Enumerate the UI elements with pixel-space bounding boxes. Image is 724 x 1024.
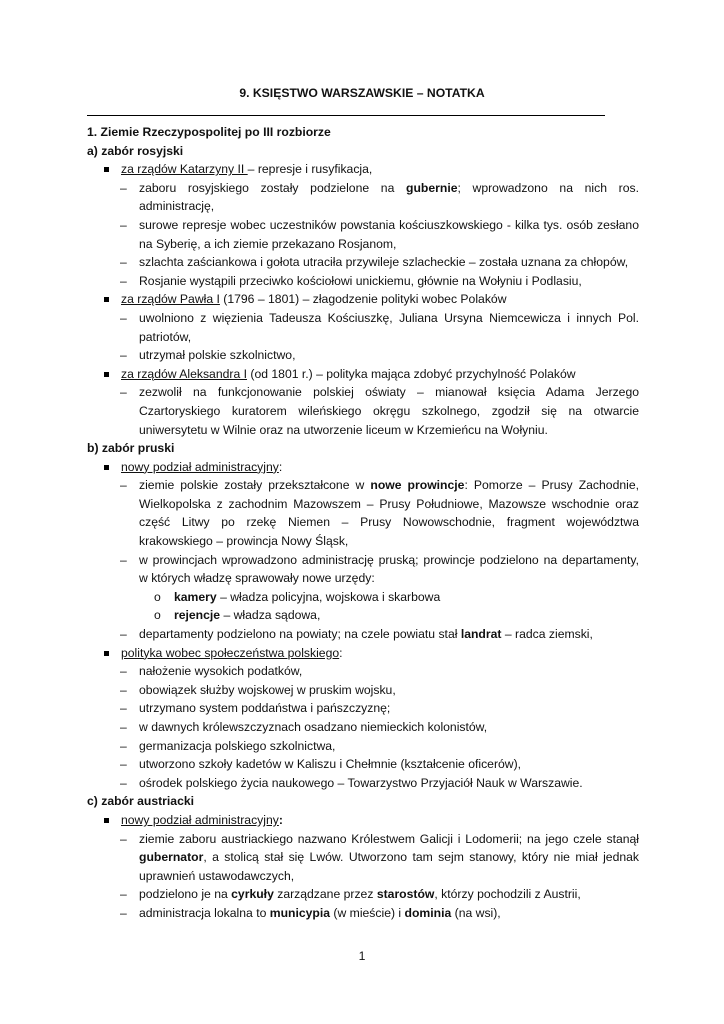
item-text: – radca ziemski, <box>501 627 593 642</box>
item-text: w dawnych królewszczyznach osadzano niemieckich kolonistów, <box>139 720 488 734</box>
square-bullet-icon <box>104 297 109 302</box>
section-heading: 1. Ziemie Rzeczypospolitej po III rozbiorze <box>87 125 331 139</box>
item-bold-text: starostów <box>376 887 435 902</box>
dash-icon: – <box>120 552 127 567</box>
bullet-item <box>87 290 639 309</box>
square-bullet-icon <box>104 651 109 656</box>
item-text: – władza sądowa, <box>220 608 321 623</box>
item-text: , którzy pochodzili z Austrii, <box>434 887 581 902</box>
subsection-heading-b: b) zabór pruski <box>87 441 175 456</box>
item-text: nałożenie wysokich podatków, <box>139 664 303 679</box>
dash-item <box>87 309 639 346</box>
bullet-item <box>87 644 639 663</box>
dash-item <box>87 551 639 588</box>
item-text: obowiązek służby wojskowej w pruskim wojsku, <box>139 682 396 697</box>
dash-icon: – <box>120 217 127 232</box>
subsection-heading-c: c) zabór austriacki <box>87 794 195 809</box>
bullet-item <box>87 458 639 477</box>
item-text: , a stolicą stał się Lwów. Utworzono tam sejm stanowy, który nie miał jednak uprawnień ustawodawczych, <box>139 850 639 883</box>
dash-item <box>87 383 639 439</box>
item-text: utrzymał polskie szkolnictwo, <box>139 348 296 363</box>
dash-item <box>87 830 639 886</box>
item-bold-text: gubernator <box>139 850 204 865</box>
item-text: utworzono szkoły kadetów w Kaliszu i Chełmnie (kształcenie oficerów), <box>139 757 522 772</box>
square-bullet-icon <box>104 167 109 172</box>
item-text: administracja lokalna to <box>139 905 270 920</box>
square-bullet-icon <box>104 372 109 377</box>
item-text: zaboru rosyjskiego zostały podzielone na <box>139 180 407 195</box>
dash-item <box>87 718 639 737</box>
dash-icon: – <box>120 348 127 363</box>
bullet-link-text: za rządów Katarzyny II <box>121 162 248 177</box>
item-text: podzielono je na <box>139 887 232 902</box>
item-text: Rosjanie wystąpili przeciwko kościołowi unickiemu, głównie na Wołyniu i Podlasiu, <box>139 273 582 288</box>
bullet-text: (od 1801 r.) – polityka mająca zdobyć przychylność Polaków <box>247 366 576 381</box>
item-text: utrzymano system poddaństwa i pańszczyznę; <box>139 701 391 716</box>
circle-item <box>87 606 639 625</box>
item-bold-text: kamery <box>174 589 217 604</box>
item-text: (na wsi), <box>451 905 501 920</box>
dash-item <box>87 625 639 644</box>
dash-icon: – <box>120 682 127 697</box>
circle-bullet-icon: o <box>154 608 161 623</box>
item-text: szlachta zaściankowa i gołota utraciła przywileje szlacheckie – została uznana za chłopów, <box>139 255 629 270</box>
item-bold-text: nowe prowincje <box>370 478 465 493</box>
item-text: ośrodek polskiego życia naukowego – Towarzystwo Przyjaciół Nauk w Warszawie. <box>139 775 583 790</box>
bullet-link-text: polityka wobec społeczeństwa polskiego <box>121 645 340 660</box>
dash-icon: – <box>120 180 127 195</box>
dash-item <box>87 904 639 923</box>
dash-icon: – <box>120 478 127 493</box>
dash-item <box>87 681 639 700</box>
item-bold-text: dominia <box>404 905 452 920</box>
dash-item <box>87 476 639 550</box>
item-text: (w mieście) i <box>330 905 405 920</box>
item-text: uwolniono z więzienia Tadeusza Kościuszkę, Juliana Ursyna Niemcewicza i innych Pol. patriotów, <box>139 310 639 344</box>
circle-item <box>87 588 639 607</box>
bullet-link-text: nowy podział administracyjny <box>121 812 279 827</box>
bullet-link-text: nowy podział administracyjny <box>121 459 279 474</box>
bullet-item <box>87 160 639 179</box>
dash-icon: – <box>120 887 127 902</box>
bullet-text: (1796 – 1801) – złagodzenie polityki wobec Polaków <box>219 292 507 307</box>
document-title: 9. KSIĘSTWO WARSZAWSKIE – NOTATKA <box>239 86 485 100</box>
square-bullet-icon <box>104 818 109 823</box>
bullet-text: : <box>278 459 283 474</box>
document-body <box>87 123 639 923</box>
item-text: ; wprowadzono na nich ros. administrację, <box>139 180 639 214</box>
dash-icon: – <box>120 255 127 270</box>
dash-item <box>87 737 639 756</box>
dash-item <box>87 179 639 216</box>
item-text: w prowincjach wprowadzono administrację pruską; prowincje podzielono na departamenty, w których władzę sprawowały nowe urzędy: <box>139 552 639 586</box>
item-bold-text: cyrkuły <box>231 887 274 902</box>
dash-item <box>87 699 639 718</box>
title-rule <box>87 115 605 116</box>
item-text: germanizacja polskiego szkolnictwa, <box>139 738 336 753</box>
dash-item <box>87 272 639 291</box>
dash-item <box>87 253 639 272</box>
item-bold-text: municypia <box>269 905 331 920</box>
item-bold-text: gubernie <box>406 180 458 195</box>
square-bullet-icon <box>104 465 109 470</box>
dash-item <box>87 885 639 904</box>
dash-item <box>87 774 639 793</box>
item-text: ziemie zaboru austriackiego nazwano Królestwem Galicji i Lodomerii; na jego czele stanął <box>139 831 639 846</box>
item-text: surowe represje wobec uczestników powstania kościuszkowskiego - kilka tys. osób zesłano na Syberię, a ich ziemie przekazano Rosjanom, <box>139 217 639 251</box>
dash-icon: – <box>120 905 127 920</box>
item-text: – władza policyjna, wojskowa i skarbowa <box>216 589 441 604</box>
dash-item <box>87 346 639 365</box>
dash-icon: – <box>120 273 127 288</box>
bullet-text: : <box>339 645 343 660</box>
item-bold-text: rejencje <box>174 608 221 623</box>
item-text: ziemie polskie zostały przekształcone w <box>139 478 371 493</box>
bullet-item <box>87 365 639 384</box>
subsection-heading-a: a) zabór rosyjski <box>87 143 184 158</box>
page-number: 1 <box>358 949 366 963</box>
dash-icon: – <box>120 757 127 772</box>
dash-icon: – <box>120 775 127 790</box>
dash-item <box>87 662 639 681</box>
dash-icon: – <box>120 831 127 846</box>
bullet-link-text: za rządów Aleksandra I <box>121 366 248 381</box>
bullet-text: – represje i rusyfikacja, <box>247 162 373 177</box>
bullet-text: : <box>278 812 283 827</box>
dash-icon: – <box>120 310 127 325</box>
bullet-item <box>87 811 639 830</box>
dash-icon: – <box>120 385 127 400</box>
bullet-link-text: za rządów Pawła I <box>121 292 220 307</box>
dash-icon: – <box>120 627 127 642</box>
item-text: departamenty podzielono na powiaty; na czele powiatu stał <box>139 627 461 642</box>
circle-bullet-icon: o <box>154 589 161 604</box>
item-text: zezwolił na funkcjonowanie polskiej oświaty – mianował księcia Adama Jerzego Czartoryskiego kuratorem wileńskiego okręgu szkolnego, zgodził się na otwarcie uniwersytetu w Wilnie oraz na utworzenie liceum w Krzemieńcu na Wołyniu. <box>139 385 639 437</box>
dash-icon: – <box>120 664 127 679</box>
dash-item <box>87 216 639 253</box>
dash-item <box>87 755 639 774</box>
item-text: zarządzane przez <box>273 887 377 902</box>
dash-icon: – <box>120 738 127 753</box>
item-text: : Pomorze – Prusy Zachodnie, Wielkopolska z zachodnim Mazowszem – Prusy Południowe, Mazowsze wschodnie oraz część Litwy po rzekę Niemen – Prusy Nowowschodnie, fragment województwa krakowskiego – prowincja Nowy Śląsk, <box>139 478 639 549</box>
dash-icon: – <box>120 720 127 734</box>
item-bold-text: landrat <box>460 627 502 642</box>
dash-icon: – <box>120 701 127 716</box>
